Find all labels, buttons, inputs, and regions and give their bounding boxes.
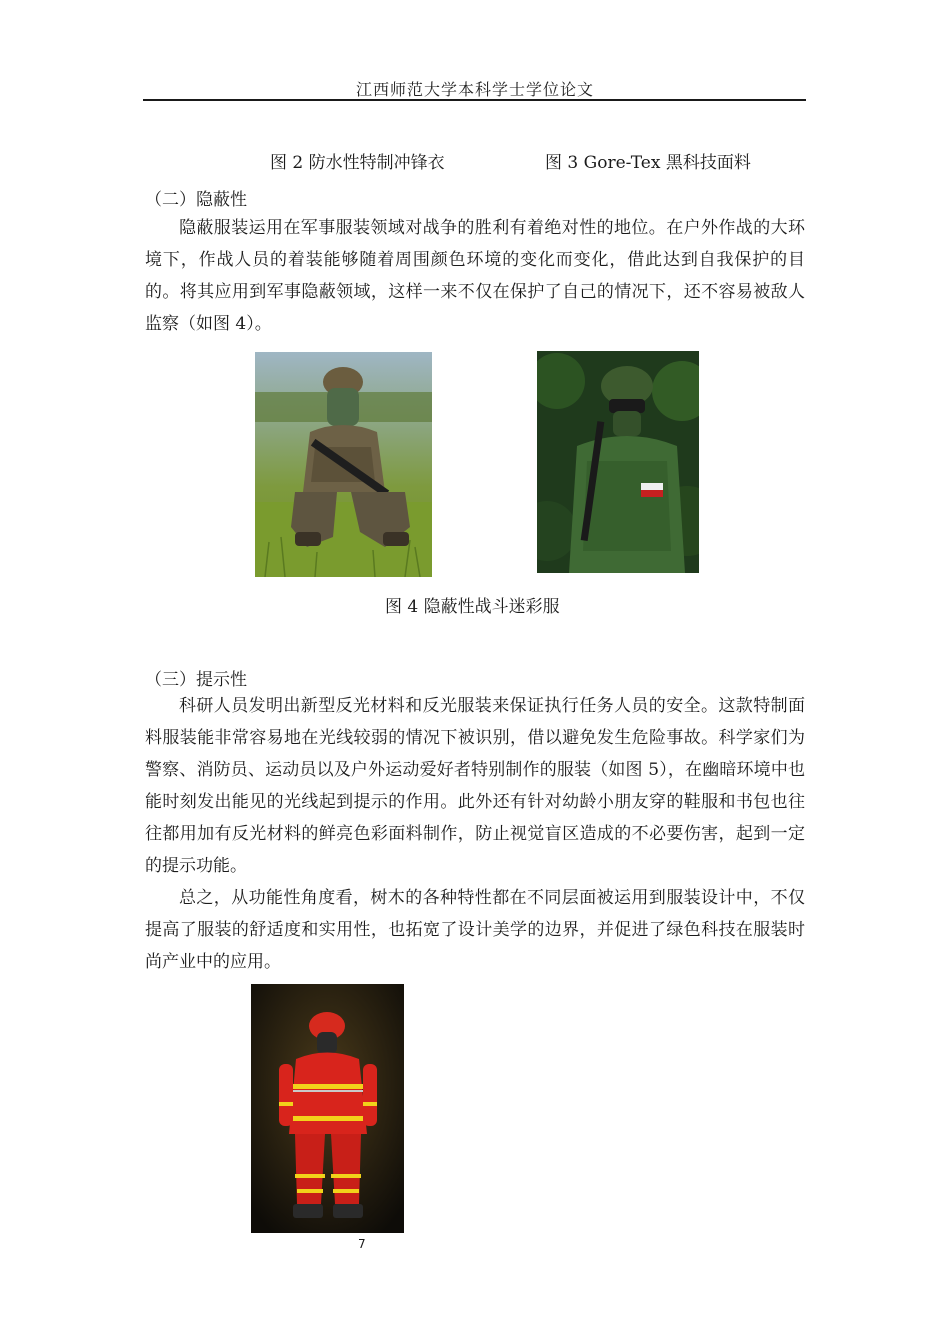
figure-4-caption: 图 4 隐蔽性战斗迷彩服 [385,597,560,617]
section-3-paragraph-1: 科研人员发明出新型反光材料和反光服装来保证执行任务人员的安全。这款特制面料服装能非常容易地在光线较弱的情况下被识别，借以避免发生危险事故。科学家们为警察、消防员、运动员以及户外运动爱好者特别制作的服装（如图 5），在幽暗环境中也能时刻发出能见的光线起到提示的作用。此外还有针对幼龄小朋友穿的鞋服和书包也往往都用加有反光材料的鲜亮色彩面料制作，防止视觉盲区造成的不必要伤害，起到一定的提示功能。 [145,696,805,876]
figure-2-caption: 图 2 防水性特制冲锋衣 [270,153,445,173]
section-2-paragraph: 隐蔽服装运用在军事服装领域对战争的胜利有着绝对性的地位。在户外作战的大环境下，作战人员的着装能够随着周围颜色环境的变化而变化，借此达到自我保护的目的。将其应用到军事隐蔽领域，这样一来不仅在保护了自己的情况下，还不容易被敌人监察（如图 4）。 [145,218,805,334]
section-3-heading: （三）提示性 [145,670,247,690]
camouflage-soldier-jungle-photo [537,351,699,573]
header-rule [143,99,806,101]
page-number: 7 [358,1237,366,1251]
section-3-paragraph-2: 总之，从功能性角度看，树木的各种特性都在不同层面被运用到服装设计中，不仅提高了服装的舒适度和实用性，也拓宽了设计美学的边界，并促进了绿色科技在服装时尚产业中的应用。 [145,888,805,972]
firefighter-reflective-suit-photo [251,984,404,1233]
camouflage-soldier-grass-photo [255,352,432,577]
section-2-heading: （二）隐蔽性 [145,190,247,210]
page-header: 江西师范大学本科学士学位论文 [355,80,594,99]
figure-3-caption: 图 3 Gore-Tex 黑科技面料 [545,153,751,173]
